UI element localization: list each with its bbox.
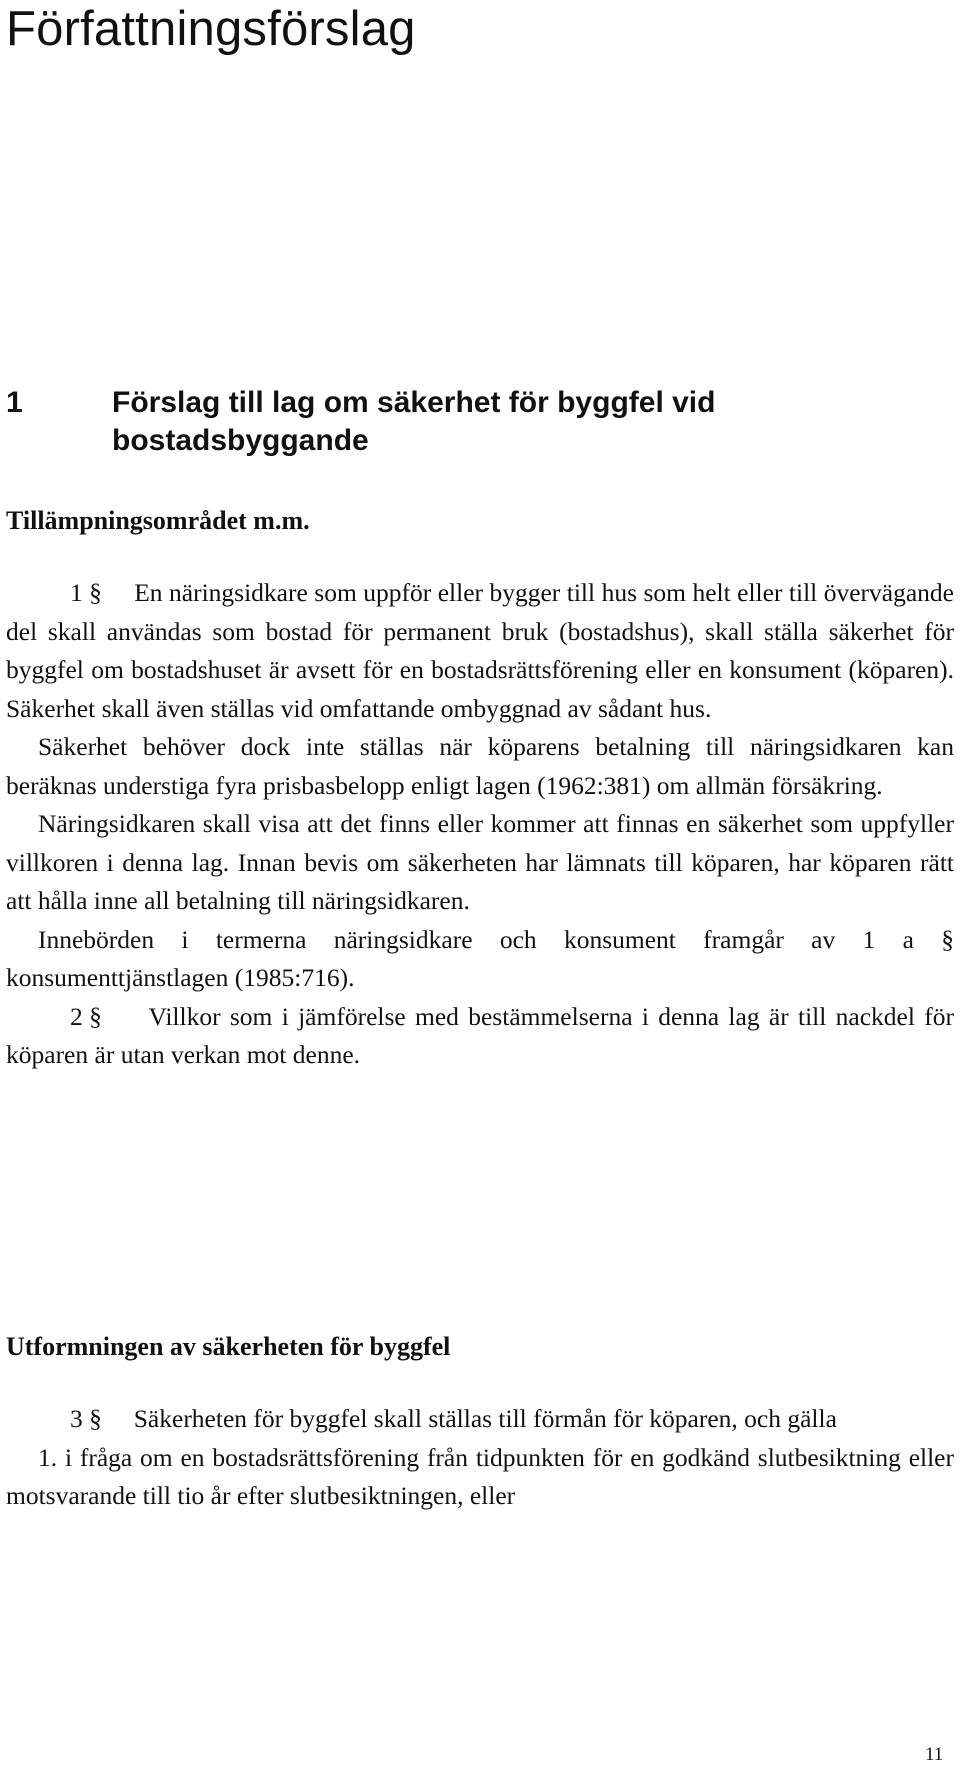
section-heading-scope: Tillämpningsområdet m.m.	[6, 506, 310, 535]
section-label: 1 §	[70, 578, 102, 607]
paragraph-2	[6, 728, 954, 805]
paragraph-text: Innebörden i termerna näringsidkare och konsument framgår av 1 a § konsumenttjänstlagen (1985:716).	[6, 924, 954, 992]
chapter-title: Förslag till lag om säkerhet för byggfel vid bostadsbyggande	[112, 386, 716, 457]
paragraph-4	[6, 921, 954, 998]
paragraph-text: 1. i fråga om en bostadsrättsförening från tidpunkten för en godkänd slutbesiktning eller motsvarande till tio år efter slutbesiktningen, eller	[6, 1442, 954, 1510]
section-body-scope	[6, 574, 954, 1075]
paragraph-6	[6, 1400, 954, 1439]
paragraph-text: En näringsidkare som uppför eller bygger till hus som helt eller till övervägande del skall användas som bostad för permanent bruk (bostadshus), skall ställa säkerhet för byggfel om bostadshuset är avsett för en bostadsrättsförening eller en konsument (köparen). Säkerhet skall även ställas vid omfattande ombyggnad av sådant hus.	[6, 578, 954, 723]
paragraph-text: Säkerhet behöver dock inte ställas när köparens betalning till näringsidkaren kan beräknas understiga fyra prisbasbelopp enligt lagen (1962:381) om allmän försäkring.	[6, 732, 954, 800]
chapter-number: 1	[6, 386, 23, 419]
paragraph-text: Villkor som i jämförelse med bestämmelserna i denna lag är till nackdel för köparen är utan verkan mot denne.	[6, 1001, 954, 1069]
paragraph-3	[6, 805, 954, 921]
paragraph-text: Säkerheten för byggfel skall ställas till förmån för köparen, och gälla	[133, 1404, 837, 1433]
paragraph-7	[6, 1439, 954, 1516]
section-heading-design: Utformningen av säkerheten för byggfel	[6, 1332, 451, 1361]
page-title: Författningsförslag	[6, 2, 416, 56]
paragraph-text: Näringsidkaren skall visa att det finns eller kommer att finnas en säkerhet som uppfyller villkoren i denna lag. Innan bevis om säkerheten har lämnats till köparen, har köparen rätt att hålla inne all betalning till näringsidkaren.	[6, 809, 954, 915]
section-label: 3 §	[70, 1404, 102, 1433]
paragraph-5	[6, 998, 954, 1075]
page-number: 11	[925, 1744, 944, 1765]
paragraph-1	[6, 574, 954, 728]
chapter-heading	[6, 384, 812, 460]
section-body-design	[6, 1400, 954, 1516]
section-label: 2 §	[70, 1001, 102, 1031]
